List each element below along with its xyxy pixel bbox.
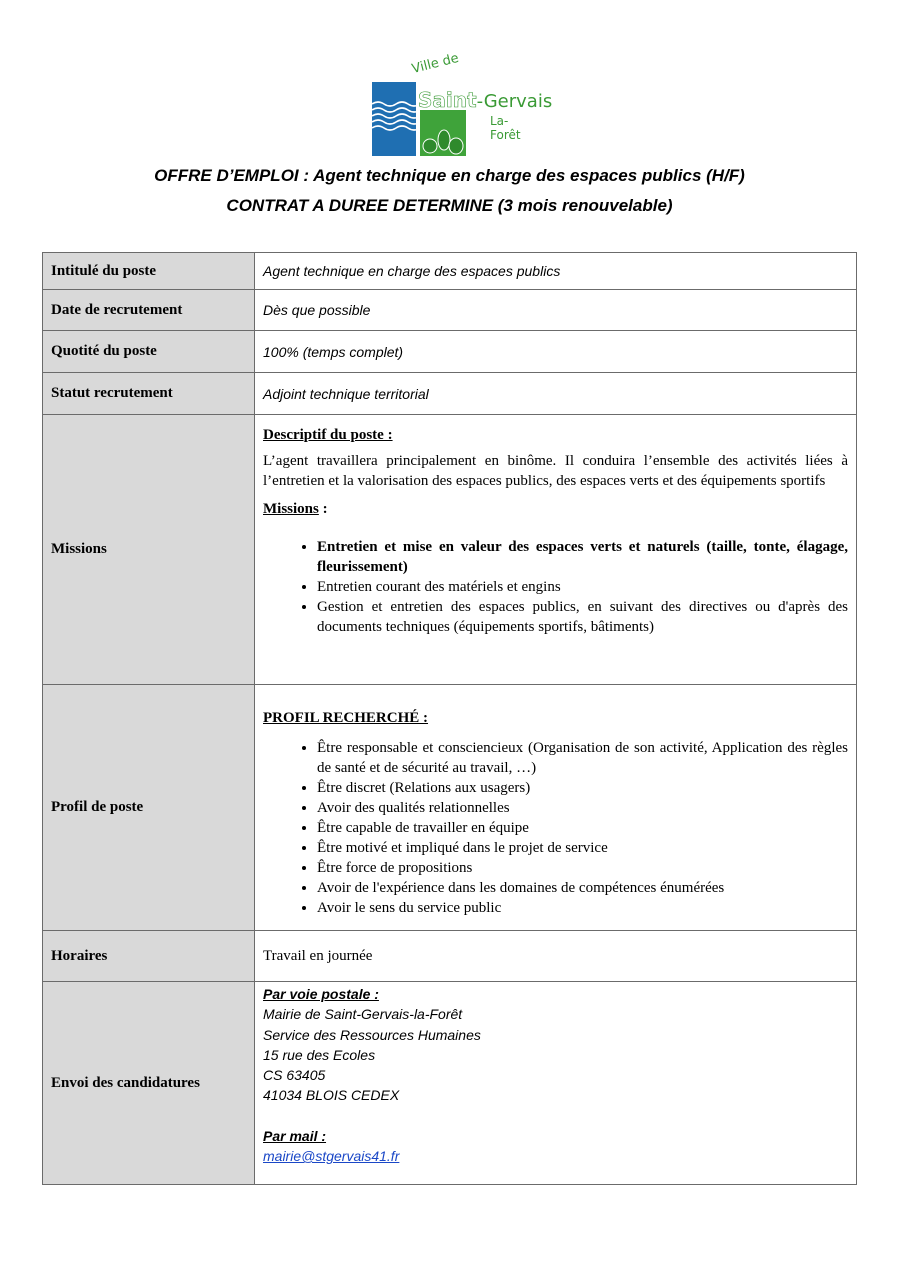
missions-heading-line <box>263 499 848 519</box>
table-row <box>43 415 857 685</box>
row-label: Date de recrutement <box>43 290 255 331</box>
envoi-cell <box>255 982 857 1185</box>
table-row <box>43 982 857 1185</box>
row-value: 100% (temps complet) <box>255 331 857 373</box>
list-item: • Avoir le sens du service public <box>317 898 848 918</box>
row-label: Statut recrutement <box>43 373 255 415</box>
profil-heading: PROFIL RECHERCHÉ : <box>263 710 429 726</box>
logo-trees-icon <box>420 128 470 158</box>
row-label: Quotité du poste <box>43 331 255 373</box>
missions-cell <box>255 415 857 685</box>
missions-colon: : <box>318 501 328 517</box>
list-item: • Être force de propositions <box>317 858 848 878</box>
address-line: CS 63405 <box>263 1067 326 1084</box>
missions-heading: Missions <box>263 501 319 517</box>
address-line: 15 rue des Ecoles <box>263 1046 376 1063</box>
page-title: OFFRE D’EMPLOI : Agent technique en charge des espaces publics (H/F) <box>154 166 745 185</box>
logo-laforet-text: La-Forêt <box>490 114 521 142</box>
logo-waves-icon <box>372 90 416 150</box>
mail-heading: Par mail : <box>263 1127 327 1144</box>
job-offer-table <box>42 252 857 1185</box>
address-line: 41034 BLOIS CEDEX <box>263 1087 400 1104</box>
table-row <box>43 685 857 931</box>
postal-heading: Par voie postale : <box>263 986 379 1002</box>
list-item: • Avoir de l'expérience dans les domaines de compétences énumérées <box>317 878 848 898</box>
page-subtitle: CONTRAT A DUREE DETERMINE (3 mois renouvelable) <box>226 196 673 215</box>
logo-name <box>418 88 552 112</box>
list-item: • Entretien et mise en valeur des espaces verts et naturels (taille, tonte, élagage, fleurissement) <box>317 537 848 577</box>
address-line: Service des Ressources Humaines <box>263 1026 481 1043</box>
row-value: Dès que possible <box>255 290 857 331</box>
list-item: • Être capable de travailler en équipe <box>317 818 848 838</box>
table-row <box>43 253 857 290</box>
table-row <box>43 290 857 331</box>
town-logo <box>364 50 553 158</box>
email-link[interactable]: mairie@stgervais41.fr <box>263 1148 400 1165</box>
logo-ville-text: Ville de <box>410 50 461 77</box>
row-value: Adjoint technique territorial <box>255 373 857 415</box>
table-row <box>43 373 857 415</box>
row-value: Travail en journée <box>255 931 857 982</box>
table-row <box>43 931 857 982</box>
row-label: Horaires <box>43 931 255 982</box>
row-label: Envoi des candidatures <box>43 982 255 1185</box>
logo-name-part2: -Gervais <box>476 91 553 112</box>
row-label: Profil de poste <box>43 685 255 931</box>
logo-name-part1: Saint <box>418 88 477 112</box>
table-row <box>43 331 857 373</box>
list-item: • Être discret (Relations aux usagers) <box>317 778 848 798</box>
profil-list <box>263 738 848 918</box>
row-label: Intitulé du poste <box>43 253 255 290</box>
spacer <box>263 1106 848 1126</box>
descriptif-heading: Descriptif du poste : <box>263 427 393 443</box>
row-label: Missions <box>43 415 255 685</box>
email-line <box>263 1146 848 1166</box>
list-item: • Être motivé et impliqué dans le projet de service <box>317 838 848 858</box>
list-item: • Entretien courant des matériels et engins <box>317 577 848 597</box>
descriptif-text: L’agent travaillera principalement en binôme. Il conduira l’ensemble des activités liées à l’entretien et la valorisation des espaces publics, des espaces verts et des équipements sportifs <box>263 453 848 489</box>
missions-list <box>263 537 848 637</box>
list-item: • Avoir des qualités relationnelles <box>317 798 848 818</box>
list-item: • Être responsable et consciencieux (Organisation de son activité, Application des règles de santé et de sécurité au travail, …) <box>317 738 848 778</box>
row-value: Agent technique en charge des espaces publics <box>255 253 857 290</box>
profil-cell <box>255 685 857 931</box>
address-line: Mairie de Saint-Gervais-la-Forêt <box>263 1006 463 1023</box>
list-item: • Gestion et entretien des espaces publics, en suivant des directives ou d'après des documents techniques (équipements sportifs, bâtiments) <box>317 597 848 637</box>
